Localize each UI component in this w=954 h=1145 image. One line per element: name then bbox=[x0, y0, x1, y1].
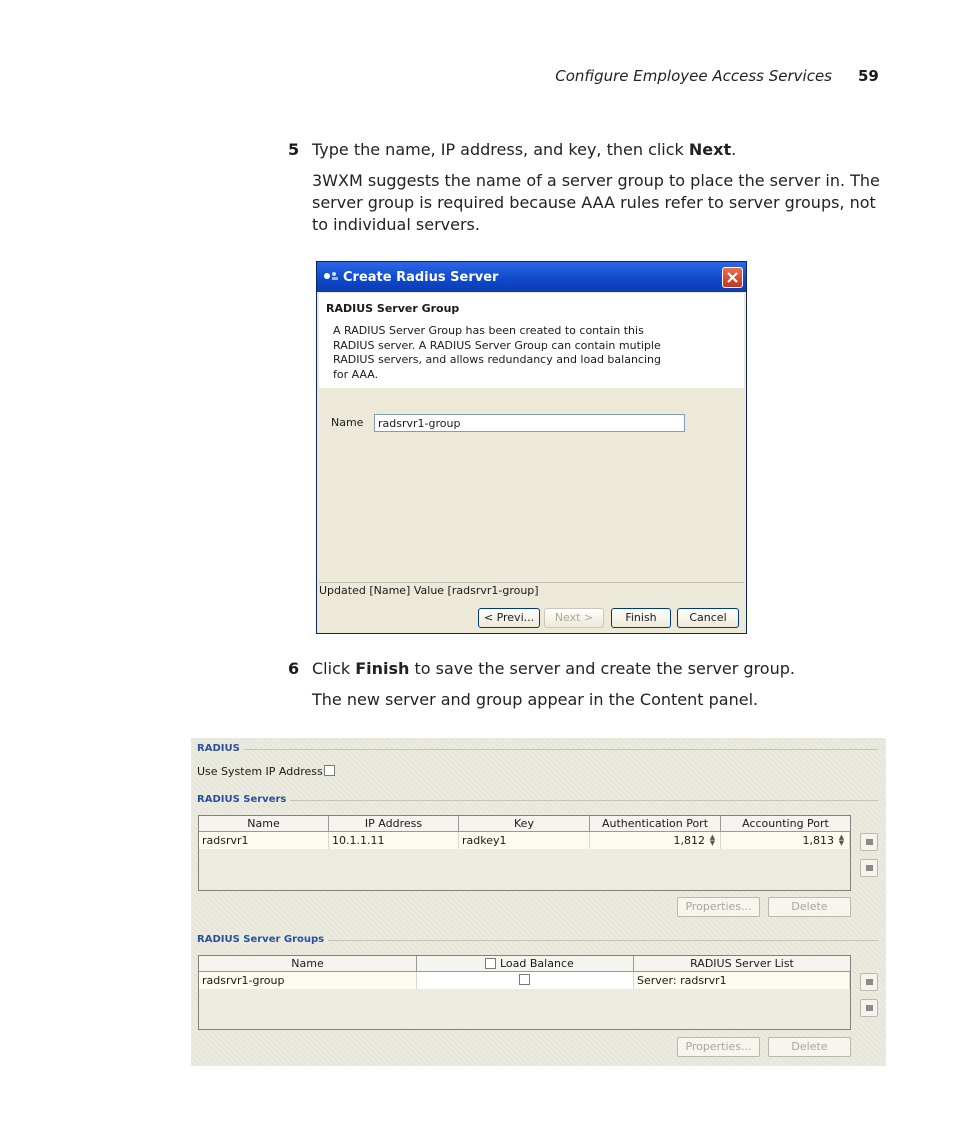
next-button[interactable]: Next > bbox=[544, 608, 604, 628]
dialog-title: Create Radius Server bbox=[343, 270, 499, 285]
col-header-radius-server-list[interactable]: RADIUS Server List bbox=[634, 956, 850, 972]
paste-icon[interactable] bbox=[860, 859, 878, 877]
radius-server-groups-table bbox=[198, 955, 851, 1030]
servers-section-line bbox=[197, 800, 878, 801]
servers-properties-button[interactable]: Properties... bbox=[677, 897, 760, 917]
spinner-icon[interactable]: ▲ ▼ bbox=[709, 833, 716, 847]
col-header-name[interactable]: Name bbox=[199, 956, 417, 972]
step5-bold-next: Next bbox=[688, 140, 732, 159]
use-system-ip-label: Use System IP Address bbox=[197, 765, 323, 778]
finish-button[interactable]: Finish bbox=[611, 608, 671, 628]
close-button[interactable] bbox=[722, 267, 743, 288]
step5-paragraph: 3WXM suggests the name of a server group to place the server in. The server group is required because AAA rules refer to server groups, not to individual servers. bbox=[312, 171, 880, 234]
paste-icon[interactable] bbox=[860, 999, 878, 1017]
dialog-description: A RADIUS Server Group has been created to contain this RADIUS server. A RADIUS Server Group can contain mutiple RADIUS servers, and allows redundancy and load balancing for AAA. bbox=[333, 324, 661, 381]
col-header-authentication-port[interactable]: Authentication Port bbox=[590, 816, 721, 832]
name-input[interactable]: radsrvr1-group bbox=[374, 414, 685, 432]
running-header-title: Configure Employee Access Services bbox=[555, 67, 832, 85]
copy-icon[interactable] bbox=[860, 973, 878, 991]
groups-delete-button[interactable]: Delete bbox=[768, 1037, 851, 1057]
app-icon bbox=[323, 270, 339, 282]
load-balance-header-label: Load Balance bbox=[500, 957, 574, 970]
step5-text-end: . bbox=[731, 140, 737, 159]
cell-name[interactable]: radsrvr1 bbox=[199, 832, 329, 849]
content-panel bbox=[191, 738, 886, 1066]
step6-instruction bbox=[312, 658, 892, 680]
radius-servers-table bbox=[198, 815, 851, 891]
cell-load-balance[interactable] bbox=[417, 972, 634, 989]
step5-instruction bbox=[312, 139, 892, 161]
col-header-ip-address[interactable]: IP Address bbox=[329, 816, 459, 832]
close-icon bbox=[723, 268, 742, 287]
cell-key[interactable]: radkey1 bbox=[459, 832, 590, 849]
servers-delete-button[interactable]: Delete bbox=[768, 897, 851, 917]
col-header-load-balance[interactable] bbox=[417, 956, 634, 972]
step6-text: Click bbox=[312, 659, 356, 678]
step-number-6: 6 bbox=[288, 659, 300, 678]
load-balance-checkbox[interactable] bbox=[519, 974, 530, 985]
dialog-titlebar[interactable] bbox=[317, 262, 746, 292]
name-label: Name bbox=[331, 416, 364, 429]
col-header-accounting-port[interactable]: Accounting Port bbox=[721, 816, 850, 832]
step6-paragraph: The new server and group appear in the Content panel. bbox=[312, 690, 759, 709]
step6-bold-finish: Finish bbox=[355, 659, 410, 678]
dialog-heading: RADIUS Server Group bbox=[326, 302, 460, 315]
step6-text-end: to save the server and create the server group. bbox=[409, 659, 795, 678]
previous-button[interactable]: < Previ... bbox=[478, 608, 540, 628]
radius-section-title: RADIUS bbox=[197, 743, 244, 754]
cancel-button[interactable]: Cancel bbox=[677, 608, 739, 628]
status-separator bbox=[319, 582, 744, 583]
radius-section-line bbox=[197, 749, 878, 750]
page-number: 59 bbox=[858, 67, 879, 85]
cell-ip-address[interactable]: 10.1.1.11 bbox=[329, 832, 459, 849]
copy-icon[interactable] bbox=[860, 833, 878, 851]
step-number-5: 5 bbox=[288, 140, 300, 159]
col-header-key[interactable]: Key bbox=[459, 816, 590, 832]
status-message: Updated [Name] Value [radsrvr1-group] bbox=[319, 584, 539, 597]
cell-group-name[interactable]: radsrvr1-group bbox=[199, 972, 417, 989]
load-balance-header-checkbox[interactable] bbox=[485, 958, 496, 969]
cell-server-list[interactable]: Server: radsrvr1 bbox=[634, 972, 850, 989]
groups-properties-button[interactable]: Properties... bbox=[677, 1037, 760, 1057]
radius-server-groups-title: RADIUS Server Groups bbox=[197, 934, 328, 945]
cell-accounting-port[interactable]: 1,813 bbox=[721, 832, 850, 849]
create-radius-server-dialog bbox=[316, 261, 747, 634]
use-system-ip-checkbox[interactable] bbox=[324, 765, 335, 776]
cell-authentication-port[interactable]: 1,812 bbox=[590, 832, 721, 849]
spinner-icon[interactable]: ▲ ▼ bbox=[838, 833, 845, 847]
step5-text: Type the name, IP address, and key, then click bbox=[312, 140, 689, 159]
radius-servers-title: RADIUS Servers bbox=[197, 794, 290, 805]
col-header-name[interactable]: Name bbox=[199, 816, 329, 832]
